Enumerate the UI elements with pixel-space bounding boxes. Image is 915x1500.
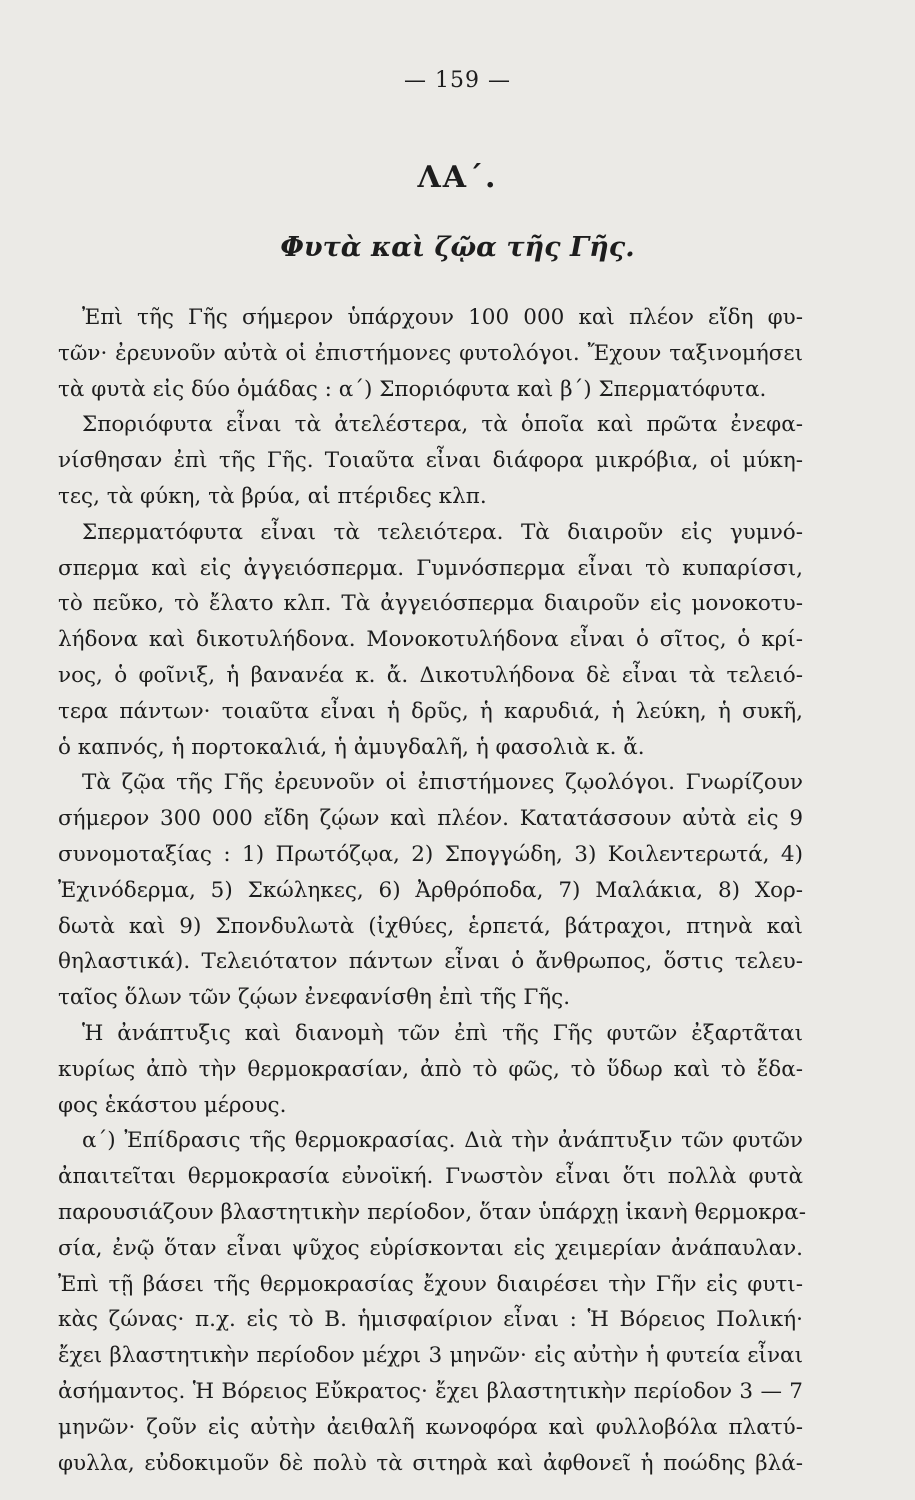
text-line: τες, τὰ φύκη, τὰ βρύα, αἱ πτέριδες κλπ. [58, 483, 487, 509]
text-line: παρουσιάζουν βλαστητικὴν περίοδον, ὅταν ὑπάρχῃ ἱκανὴ θερμοκρα- [58, 1199, 807, 1225]
text-line: Σποριόφυτα εἶναι τὰ ἀτελέστερα, τὰ ὁποῖα καὶ πρῶτα ἐνεφα- [82, 412, 803, 438]
text-line: νος, ὁ φοῖνιξ, ἡ βανανέα κ. ἄ. Δικοτυλήδονα δὲ εἶναι τὰ τελειό- [58, 662, 803, 688]
page-number: — 159 — [404, 68, 511, 93]
text-line: θηλαστικά). Τελειότατον πάντων εἶναι ὁ ἄνθρωπος, ὅστις τελευ- [58, 949, 803, 975]
text-line: ἀσήμαντος. Ἡ Βόρειος Εὔκρατος· ἔχει βλαστητικὴν περίοδον 3 — 7 [58, 1378, 803, 1404]
text-line: ἔχει βλαστητικὴν περίοδον μέχρι 3 μηνῶν· εἰς αὐτὴν ἡ φυτεία εἶναι [58, 1343, 803, 1369]
text-line: τερα πάντων· τοιαῦτα εἶναι ἡ δρῦς, ἡ καρυδιά, ἡ λεύκη, ἡ συκῆ, [58, 698, 803, 724]
text-line: τὰ φυτὰ εἰς δύο ὁμάδας : α΄) Σποριόφυτα καὶ β΄) Σπερματόφυτα. [58, 376, 767, 402]
text-line: κὰς ζώνας· π.χ. εἰς τὸ Β. ἡμισφαίριον εἶναι : Ἡ Βόρειος Πολική· [58, 1307, 803, 1333]
section-title: Φυτὰ καὶ ζῷα τῆς Γῆς. [280, 232, 635, 263]
text-line: Ἐπὶ τῆς Γῆς σήμερον ὑπάρχουν 100 000 καὶ πλέον εἴδη φυ- [82, 305, 803, 330]
text-line: φος ἑκάστου μέρους. [58, 1092, 287, 1118]
text-line: Ἐχινόδερμα, 5) Σκώληκες, 6) Ἀρθρόποδα, 7) Μαλάκια, 8) Χορ- [58, 877, 803, 903]
text-line: ὁ καπνός, ἡ πορτοκαλιά, ἡ ἀμυγδαλῆ, ἡ φασολιὰ κ. ἄ. [58, 734, 645, 760]
text-line: α΄) Ἐπίδρασις τῆς θερμοκρασίας. Διὰ τὴν ἀνάπτυξιν τῶν φυτῶν [82, 1128, 803, 1154]
body-text [58, 300, 807, 1481]
text-line: κυρίως ἀπὸ τὴν θερμοκρασίαν, ἀπὸ τὸ φῶς, τὸ ὕδωρ καὶ τὸ ἔδα- [58, 1056, 803, 1082]
text-line: συνομοταξίας : 1) Πρωτόζῳα, 2) Σπογγώδη, 3) Κοιλεντερωτά, 4) [58, 841, 803, 867]
text-line: Τὰ ζῷα τῆς Γῆς ἐρευνοῦν οἱ ἐπιστήμονες ζῳολόγοι. Γνωρίζουν [82, 770, 803, 796]
text-line: τῶν· ἐρευνοῦν αὐτὰ οἱ ἐπιστήμονες φυτολόγοι. Ἔχουν ταξινομήσει [58, 340, 803, 366]
chapter-heading: ΛΑ΄. [417, 160, 498, 195]
text-line: Σπερματόφυτα εἶναι τὰ τελειότερα. Τὰ διαιροῦν εἰς γυμνό- [82, 519, 803, 545]
text-line: ἀπαιτεῖται θερμοκρασία εὐνοϊκή. Γνωστὸν εἶναι ὅτι πολλὰ φυτὰ [58, 1164, 803, 1190]
text-line: μηνῶν· ζοῦν εἰς αὐτὴν ἀειθαλῆ κωνοφόρα καὶ φυλλοβόλα πλατύ- [58, 1414, 803, 1440]
text-line: σπερμα καὶ εἰς ἀγγειόσπερμα. Γυμνόσπερμα εἶναι τὸ κυπαρίσσι, [58, 555, 803, 581]
text-line: σήμερον 300 000 εἴδη ζῴων καὶ πλέον. Κατατάσσουν αὐτὰ εἰς 9 [58, 806, 803, 832]
text-line: Ἡ ἀνάπτυξις καὶ διανομὴ τῶν ἐπὶ τῆς Γῆς φυτῶν ἐξαρτᾶται [82, 1020, 803, 1046]
text-line: φυλλα, εὐδοκιμοῦν δὲ πολὺ τὰ σιτηρὰ καὶ ἀφθονεῖ ἡ ποώδης βλά- [58, 1450, 803, 1476]
text-line: δωτὰ καὶ 9) Σπονδυλωτὰ (ἰχθύες, ἑρπετά, βάτραχοι, πτηνὰ καὶ [58, 913, 803, 939]
text-line: σία, ἐνῷ ὅταν εἶναι ψῦχος εὑρίσκονται εἰς χειμερίαν ἀνάπαυλαν. [58, 1235, 803, 1261]
text-line: ταῖος ὅλων τῶν ζῴων ἐνεφανίσθη ἐπὶ τῆς Γῆς. [58, 985, 571, 1011]
text-line: λήδονα καὶ δικοτυλήδονα. Μονοκοτυλήδονα εἶναι ὁ σῖτος, ὁ κρί- [58, 627, 803, 653]
text-line: Ἐπὶ τῇ βάσει τῆς θερμοκρασίας ἔχουν διαιρέσει τὴν Γῆν εἰς φυτι- [58, 1271, 803, 1297]
text-line: νίσθησαν ἐπὶ τῆς Γῆς. Τοιαῦτα εἶναι διάφορα μικρόβια, οἱ μύκη- [58, 448, 803, 474]
text-line: τὸ πεῦκο, τὸ ἔλατο κλπ. Τὰ ἀγγειόσπερμα διαιροῦν εἰς μονοκοτυ- [58, 591, 803, 617]
